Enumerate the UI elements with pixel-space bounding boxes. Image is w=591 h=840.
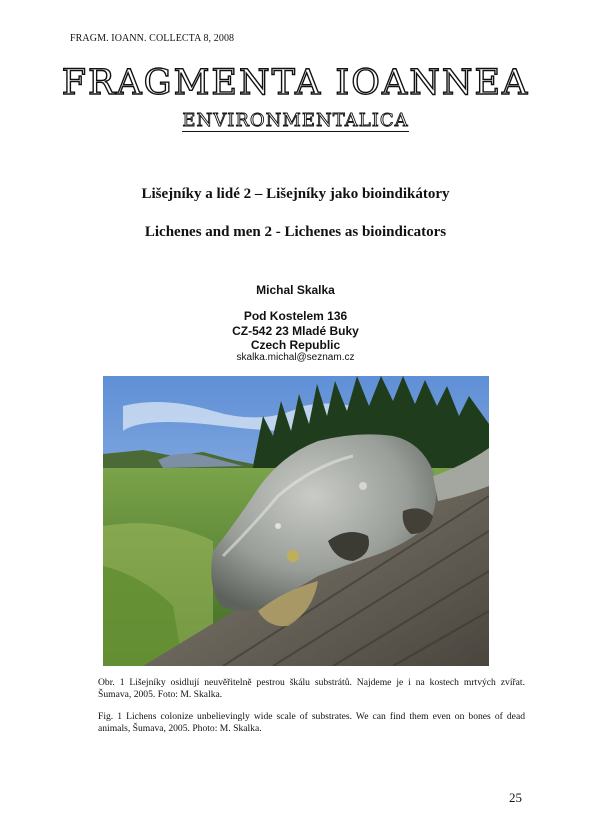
address-line-street: Pod Kostelem 136 <box>243 309 348 323</box>
figure-photo-lichen-on-bone <box>103 376 489 666</box>
figure-caption-czech: Obr. 1 Lišejníky osidlují neuvěřitelně pestrou škálu substrátů. Najdeme je i na kostech mrtvých zvířat. Šumava, 2005. Foto: M. Skalka. <box>98 677 525 700</box>
journal-subtitle <box>0 112 591 130</box>
address-line-city: CZ-542 23 Mladé Buky <box>232 324 359 338</box>
journal-title: FRAGMENTA IOANNEA <box>61 63 530 103</box>
running-head: FRAGM. IOANN. COLLECTA 8, 2008 <box>70 33 235 44</box>
author-name: Michal Skalka <box>256 283 335 297</box>
author-email: skalka.michal@seznam.cz <box>236 352 355 363</box>
page-number: 25 <box>509 790 522 805</box>
address-line-country: Czech Republic <box>250 338 341 352</box>
article-title-english: Lichenes and men 2 - Lichenes as bioindicators <box>144 224 447 240</box>
article-title-czech: Lišejníky a lidé 2 – Lišejníky jako bioindikátory <box>141 186 450 202</box>
figure-caption-english: Fig. 1 Lichens colonize unbelievingly wide scale of substrates. We can find them even on bones of dead animals, Šumava, 2005. Photo: M. Skalka. <box>98 711 525 734</box>
journal-subtitle-text: ENVIRONMENTALICA <box>182 110 409 131</box>
